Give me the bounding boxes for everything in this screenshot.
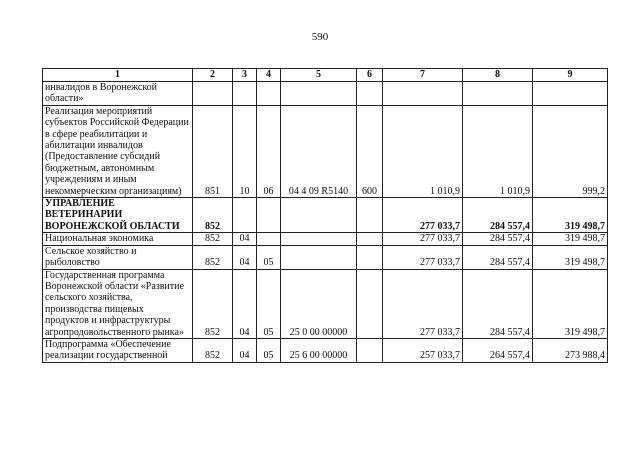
column-header: 3 xyxy=(233,69,257,82)
row-amount-3: 319 498,7 xyxy=(533,269,608,338)
column-header: 7 xyxy=(383,69,463,82)
row-amount-3: 319 498,7 xyxy=(533,198,608,233)
column-header: 2 xyxy=(193,69,233,82)
column-header: 9 xyxy=(533,69,608,82)
row-target-article: 25 0 00 00000 xyxy=(281,269,357,338)
column-header: 6 xyxy=(357,69,383,82)
row-amount-2: 284 557,4 xyxy=(463,269,533,338)
row-code-subsection: 05 xyxy=(257,269,281,338)
row-amount-3: 319 498,7 xyxy=(533,245,608,269)
row-name: Государственная программа Воронежской области «Развитие сельского хозяйства, производства пищевых продуктов и инфраструктуры агропродовольственного рынка» xyxy=(43,269,193,338)
row-code-subsection xyxy=(257,233,281,245)
row-code-ministry: 851 xyxy=(193,105,233,197)
row-expense-type xyxy=(357,82,383,106)
row-amount-1: 277 033,7 xyxy=(383,198,463,233)
row-code-section: 10 xyxy=(233,105,257,197)
table-row xyxy=(43,269,608,338)
table-row xyxy=(43,233,608,245)
row-expense-type xyxy=(357,338,383,362)
table-row xyxy=(43,82,608,106)
row-code-subsection: 05 xyxy=(257,245,281,269)
row-name: Подпрограмма «Обеспечение реализации государственной xyxy=(43,338,193,362)
row-amount-2: 284 557,4 xyxy=(463,198,533,233)
row-code-section: 04 xyxy=(233,269,257,338)
row-amount-2: 264 557,4 xyxy=(463,338,533,362)
row-amount-3: 273 988,4 xyxy=(533,338,608,362)
header-row xyxy=(43,69,608,82)
row-name: инвалидов в Воронежской области» xyxy=(43,82,193,106)
row-code-section xyxy=(233,198,257,233)
row-amount-2 xyxy=(463,82,533,106)
row-amount-2: 1 010,9 xyxy=(463,105,533,197)
row-code-ministry: 852 xyxy=(193,233,233,245)
row-expense-type xyxy=(357,245,383,269)
row-code-ministry: 852 xyxy=(193,269,233,338)
row-target-article xyxy=(281,245,357,269)
row-amount-1: 277 033,7 xyxy=(383,245,463,269)
row-code-section: 04 xyxy=(233,233,257,245)
budget-table xyxy=(42,68,608,363)
row-code-section: 04 xyxy=(233,245,257,269)
row-code-ministry xyxy=(193,82,233,106)
row-name: Национальная экономика xyxy=(43,233,193,245)
row-expense-type xyxy=(357,269,383,338)
table-row xyxy=(43,198,608,233)
row-code-subsection: 05 xyxy=(257,338,281,362)
row-amount-1 xyxy=(383,82,463,106)
row-amount-1: 257 033,7 xyxy=(383,338,463,362)
column-header: 8 xyxy=(463,69,533,82)
row-amount-3 xyxy=(533,82,608,106)
column-header: 4 xyxy=(257,69,281,82)
row-target-article: 25 6 00 00000 xyxy=(281,338,357,362)
row-target-article xyxy=(281,82,357,106)
row-target-article xyxy=(281,233,357,245)
page-number: 590 xyxy=(311,31,329,43)
row-expense-type: 600 xyxy=(357,105,383,197)
row-amount-1: 1 010,9 xyxy=(383,105,463,197)
row-name: Реализация мероприятий субъектов Российской Федерации в сфере реабилитации и абилитации инвалидов (Предоставление субсидий бюджетным, автономным учреждениям и иным некоммерческим организациям) xyxy=(43,105,193,197)
row-amount-1: 277 033,7 xyxy=(383,233,463,245)
row-expense-type xyxy=(357,198,383,233)
row-target-article: 04 4 09 R5140 xyxy=(281,105,357,197)
row-code-ministry: 852 xyxy=(193,338,233,362)
table-row xyxy=(43,245,608,269)
row-code-subsection: 06 xyxy=(257,105,281,197)
row-code-subsection xyxy=(257,82,281,106)
row-amount-3: 999,2 xyxy=(533,105,608,197)
column-header: 1 xyxy=(43,69,193,82)
row-code-subsection xyxy=(257,198,281,233)
row-name: УПРАВЛЕНИЕ ВЕТЕРИНАРИИ ВОРОНЕЖСКОЙ ОБЛАСТИ xyxy=(43,198,193,233)
row-amount-2: 284 557,4 xyxy=(463,245,533,269)
row-code-ministry: 852 xyxy=(193,198,233,233)
row-target-article xyxy=(281,198,357,233)
row-code-section xyxy=(233,82,257,106)
row-code-section: 04 xyxy=(233,338,257,362)
table-row xyxy=(43,105,608,197)
row-expense-type xyxy=(357,233,383,245)
row-name: Сельское хозяйство и рыболовство xyxy=(43,245,193,269)
row-amount-1: 277 033,7 xyxy=(383,269,463,338)
row-amount-2: 284 557,4 xyxy=(463,233,533,245)
table-row xyxy=(43,338,608,362)
column-header: 5 xyxy=(281,69,357,82)
row-amount-3: 319 498,7 xyxy=(533,233,608,245)
row-code-ministry: 852 xyxy=(193,245,233,269)
